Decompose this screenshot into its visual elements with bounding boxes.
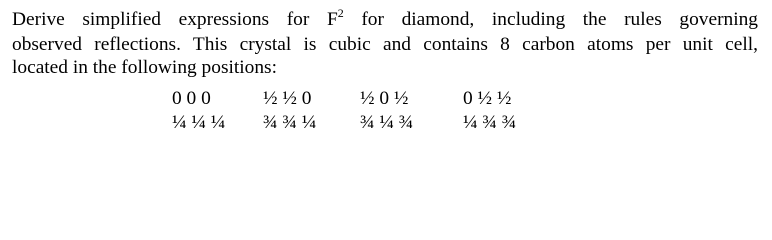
- problem-line-1: [12, 8, 758, 33]
- line1-prefix: Derive simplified expressions for F: [12, 9, 338, 30]
- line1-suffix: for diamond, including the rules governing: [343, 9, 758, 30]
- position-r1-c3: ½ 0 ½: [360, 88, 409, 109]
- position-r2-c2: ¾ ¾ ¼: [263, 112, 317, 133]
- superscript-2: 2: [337, 6, 344, 20]
- position-r2-c4: ¼ ¾ ¾: [463, 112, 517, 133]
- problem-text: [12, 8, 758, 79]
- position-r1-c2: ½ ½ 0: [263, 88, 312, 109]
- position-r2-c3: ¾ ¼ ¾: [360, 112, 414, 133]
- problem-line-3: located in the following positions:: [12, 57, 277, 78]
- position-r1-c4: 0 ½ ½: [463, 88, 512, 109]
- problem-line-2: observed reflections. This crystal is cubic and contains 8 carbon atoms per unit cell,: [12, 34, 758, 55]
- position-r1-c1: 0 0 0: [172, 88, 211, 109]
- position-r2-c1: ¼ ¼ ¼: [172, 112, 226, 133]
